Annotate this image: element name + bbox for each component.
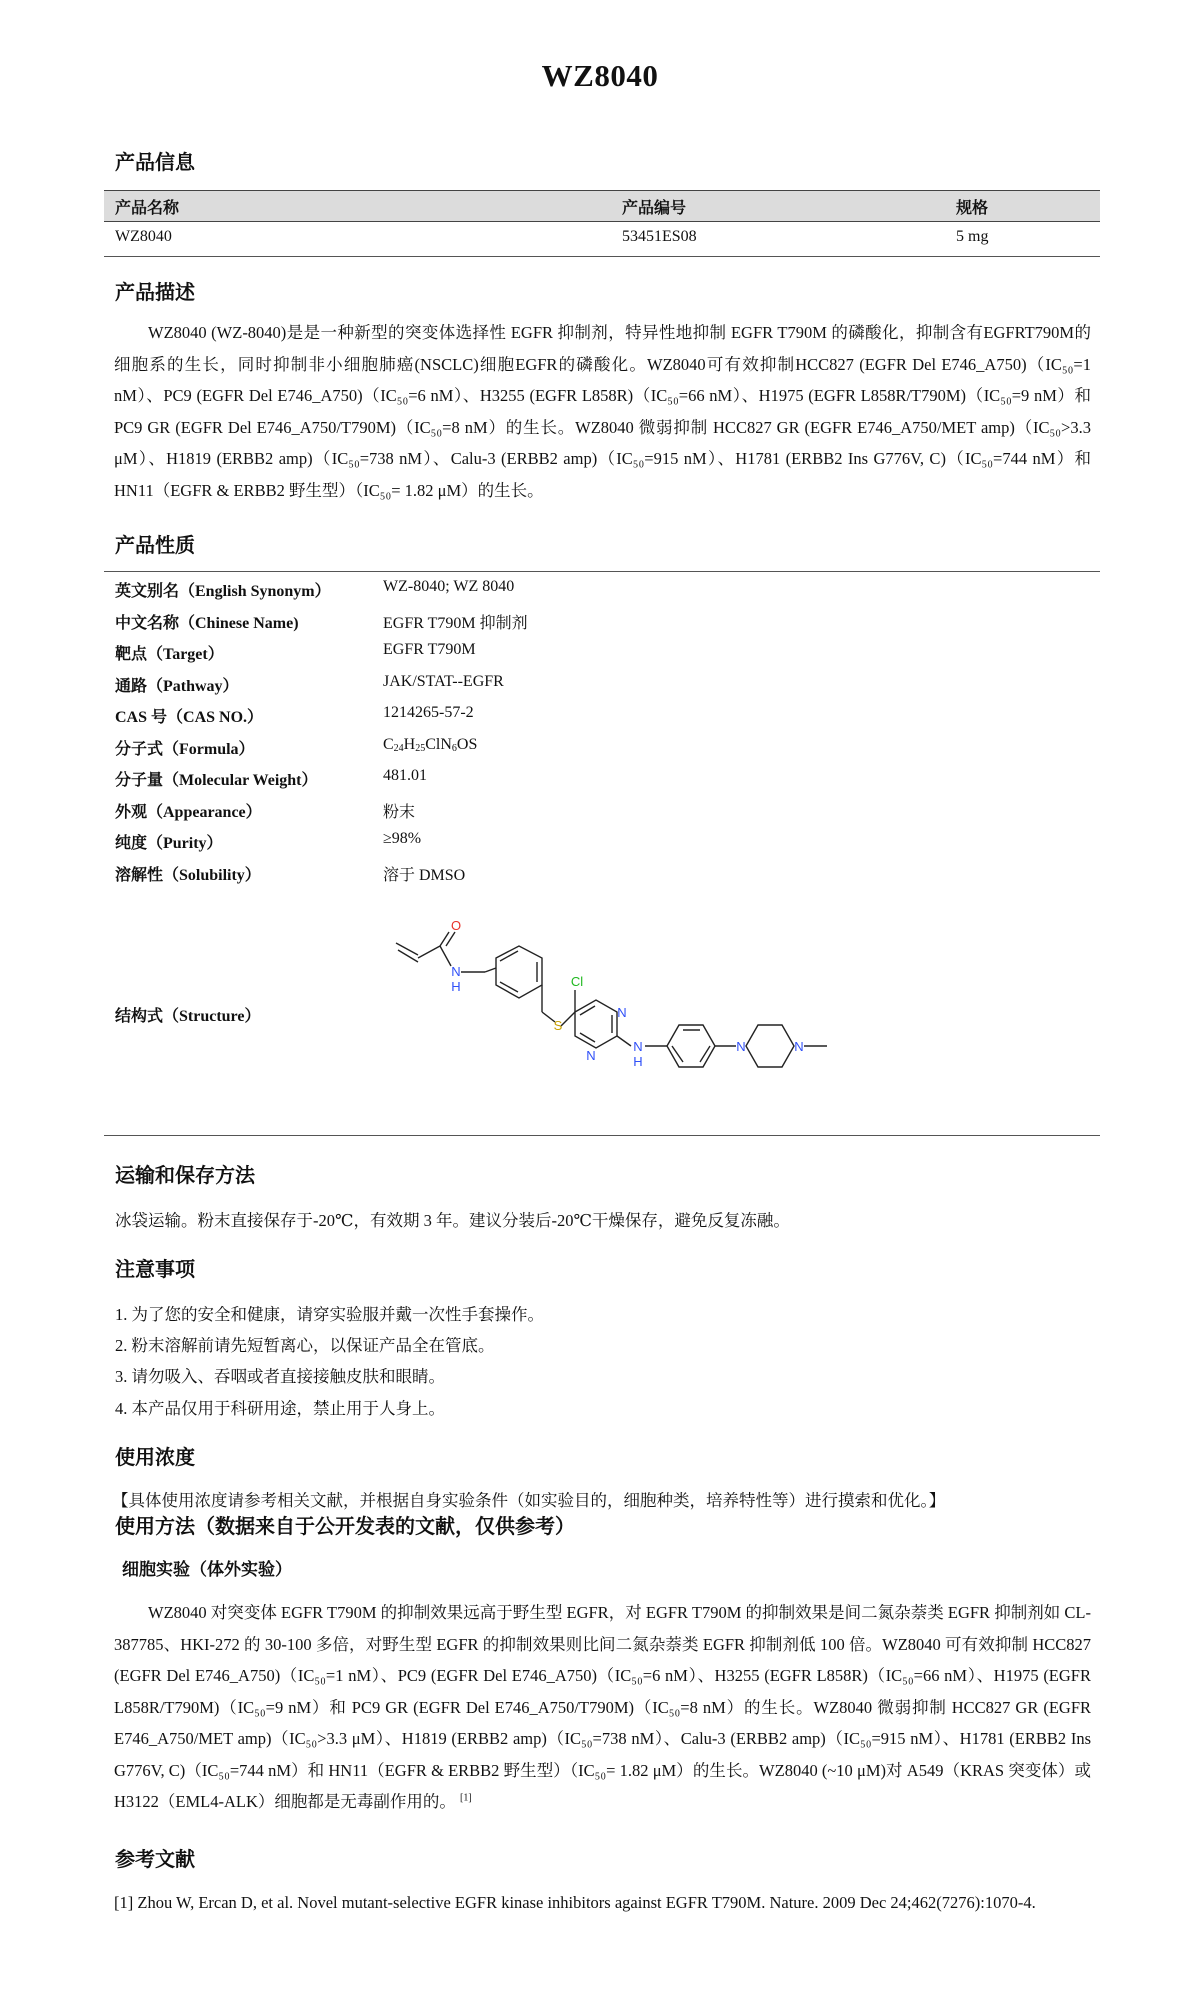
atom-label: N (794, 1039, 804, 1054)
notes-item: 1. 为了您的安全和健康，请穿实验服并戴一次性手套操作。 (115, 1305, 544, 1324)
atom-label: N (451, 964, 461, 979)
product-info-table-header (104, 190, 1100, 222)
property-key: CAS 号（CAS NO.） (115, 709, 264, 726)
property-key: 分子式（Formula） (115, 741, 255, 758)
property-value: JAK/STAT--EGFR (383, 673, 504, 690)
method-heading: 使用方法（数据来自于公开发表的文献，仅供参考） (115, 1516, 575, 1538)
property-value: EGFR T790M 抑制剂 (383, 615, 528, 632)
property-key: 溶解性（Solubility） (115, 867, 261, 884)
description-paragraph (114, 317, 1091, 506)
property-row-molecular-weight (115, 767, 1015, 797)
description-text: WZ8040 (WZ-8040)是是一种新型的突变体选择性 EGFR 抑制剂，特异性地抑制 EGFR T790M 的磷酸化，抑制含有EGFRT790M的细胞系的生长，同时抑制非小细胞肺癌(NSCLC)细胞EGFR的磷酸化。WZ8040可有效抑制HCC827 (EGFR Del E746_A750)（IC₅₀=1 nM）、PC9 (EGFR Del E746_A750)（IC₅₀=6 nM）、H3255 (EGFR L858R)（IC₅₀=66 nM）、H1975 (EGFR L858R/T790M)（IC₅₀=9 nM）和 PC9 GR (EGFR Del E746_A750/T790M)（IC₅₀=8 nM）的生长。WZ8040 微弱抑制 HCC827 GR (EGFR E746_A750/MET amp)（IC₅₀>3.3 μM）、H1819 (ERBB2 amp)（IC₅₀=738 nM）、Calu-3 (ERBB2 amp)（IC₅₀=915 nM）、H1781 (ERBB2 Ins G776V, C)（IC₅₀=744 nM）和 HN11（EGFR & ERBB2 野生型）（IC₅₀= 1.82 μM）的生长。 (114, 323, 1091, 500)
property-row-pathway (115, 673, 1015, 703)
property-value: EGFR T790M (383, 641, 476, 658)
property-row-english-synonym (115, 578, 1015, 608)
page-title: WZ8040 (541, 58, 659, 93)
property-value: 481.01 (383, 767, 427, 784)
product-name-cell: WZ8040 (115, 228, 172, 245)
property-row-cas (115, 704, 1015, 734)
property-key: 外观（Appearance） (115, 804, 262, 821)
property-key: 中文名称（Chinese Name) (115, 615, 299, 632)
storage-text: 冰袋运输。粉末直接保存于-20℃，有效期 3 年。建议分装后-20℃干燥保存，避免反复冻融。 (115, 1211, 790, 1230)
property-value: WZ-8040; WZ 8040 (383, 578, 515, 595)
property-value: 溶于 DMSO (383, 867, 466, 884)
product-info-heading: 产品信息 (115, 152, 195, 174)
description-heading: 产品描述 (115, 282, 195, 304)
property-row-appearance (115, 799, 1015, 829)
property-key: 通路（Pathway） (115, 678, 239, 695)
column-header-spec: 规格 (956, 200, 989, 217)
property-key: 分子量（Molecular Weight） (115, 772, 318, 789)
atom-label: N (617, 1005, 627, 1020)
references-heading: 参考文献 (115, 1849, 195, 1871)
property-value: 1214265-57-2 (383, 704, 474, 721)
notes-item: 3. 请勿吸入、吞咽或者直接接触皮肤和眼睛。 (115, 1367, 445, 1386)
atom-label: N (736, 1039, 746, 1054)
atom-label: N (633, 1039, 643, 1054)
atom-label: N (586, 1048, 596, 1063)
reference-item: [1] Zhou W, Ercan D, et al. Novel mutant-selective EGFR kinase inhibitors against EGFR T790M. Nature. 2009 Dec 24;462(7276):1070-4. (114, 1893, 1036, 1912)
column-header-name: 产品名称 (115, 200, 180, 217)
notes-heading: 注意事项 (115, 1259, 195, 1281)
structure-label: 结构式（Structure） (115, 1008, 261, 1025)
notes-item: 4. 本产品仅用于科研用途，禁止用于人身上。 (115, 1399, 445, 1418)
storage-heading: 运输和保存方法 (115, 1165, 255, 1187)
atom-label: O (450, 918, 462, 933)
property-row-chinese-name (115, 610, 1015, 640)
properties-top-rule (104, 571, 1100, 572)
atom-label: H (633, 1054, 643, 1069)
property-value: ≥98% (383, 830, 422, 847)
method-subheading: 细胞实验（体外实验） (122, 1560, 292, 1579)
product-info-bottom-rule (104, 256, 1100, 257)
atom-label: S (553, 1018, 563, 1033)
property-row-purity (115, 830, 1015, 860)
method-paragraph (114, 1597, 1091, 1818)
column-header-code: 产品编号 (622, 200, 687, 217)
notes-item: 2. 粉末溶解前请先短暂离心，以保证产品全在管底。 (115, 1336, 495, 1355)
property-value-formula: $C_{24}H_{25}ClN_6OS$ (383, 736, 478, 754)
citation-marker: [1] (460, 1792, 472, 1804)
product-spec-cell: 5 mg (956, 228, 989, 245)
chemical-structure-image (380, 915, 860, 1115)
product-code-cell: 53451ES08 (622, 228, 697, 245)
concentration-text: 【具体使用浓度请参考相关文献，并根据自身实验条件（如实验目的，细胞种类，培养特性等）进行摸索和优化。】 (112, 1491, 946, 1510)
property-value: 粉末 (383, 804, 416, 821)
property-row-solubility (115, 862, 1015, 892)
atom-label: Cl (570, 974, 584, 989)
property-key: 纯度（Purity） (115, 835, 223, 852)
properties-heading: 产品性质 (115, 535, 195, 557)
property-key: 靶点（Target） (115, 646, 224, 663)
property-key: 英文别名（English Synonym） (115, 583, 331, 600)
method-text: WZ8040 对突变体 EGFR T790M 的抑制效果远高于野生型 EGFR，对 EGFR T790M 的抑制效果是间二氮杂萘类 EGFR 抑制剂如 CL-387785、HKI-272 的 30-100 多倍，对野生型 EGFR 的抑制效果则比间二氮杂萘类 EGFR 抑制剂低 100 倍。WZ8040 可有效抑制 HCC827 (EGFR Del E746_A750)（IC₅₀=1 nM）、PC9 (EGFR Del E746_A750)（IC₅₀=6 nM）、H3255 (EGFR L858R)（IC₅₀=66 nM）、H1975 (EGFR L858R/T790M)（IC₅₀=9 nM）和 PC9 GR (EGFR Del E746_A750/T790M)（IC₅₀=8 nM）的生长。WZ8040 微弱抑制 HCC827 GR (EGFR E746_A750/MET amp)（IC₅₀>3.3 μM）、H1819 (ERBB2 amp)（IC₅₀=738 nM）、Calu-3 (ERBB2 amp)（IC₅₀=915 nM）、H1781 (ERBB2 Ins G776V, C)（IC₅₀=744 nM）和 HN11（EGFR & ERBB2 野生型）（IC₅₀= 1.82 μM）的生长。WZ8040 (~10 μM)对 A549（KRAS 突变体）或 H3122（EML4-ALK）细胞都是无毒副作用的。 (114, 1603, 1091, 1811)
atom-label: H (451, 979, 461, 994)
product-info-table-row (104, 221, 1100, 255)
property-row-formula (115, 736, 1015, 766)
property-row-target (115, 641, 1015, 671)
properties-bottom-rule (104, 1135, 1100, 1136)
concentration-heading: 使用浓度 (115, 1447, 195, 1469)
